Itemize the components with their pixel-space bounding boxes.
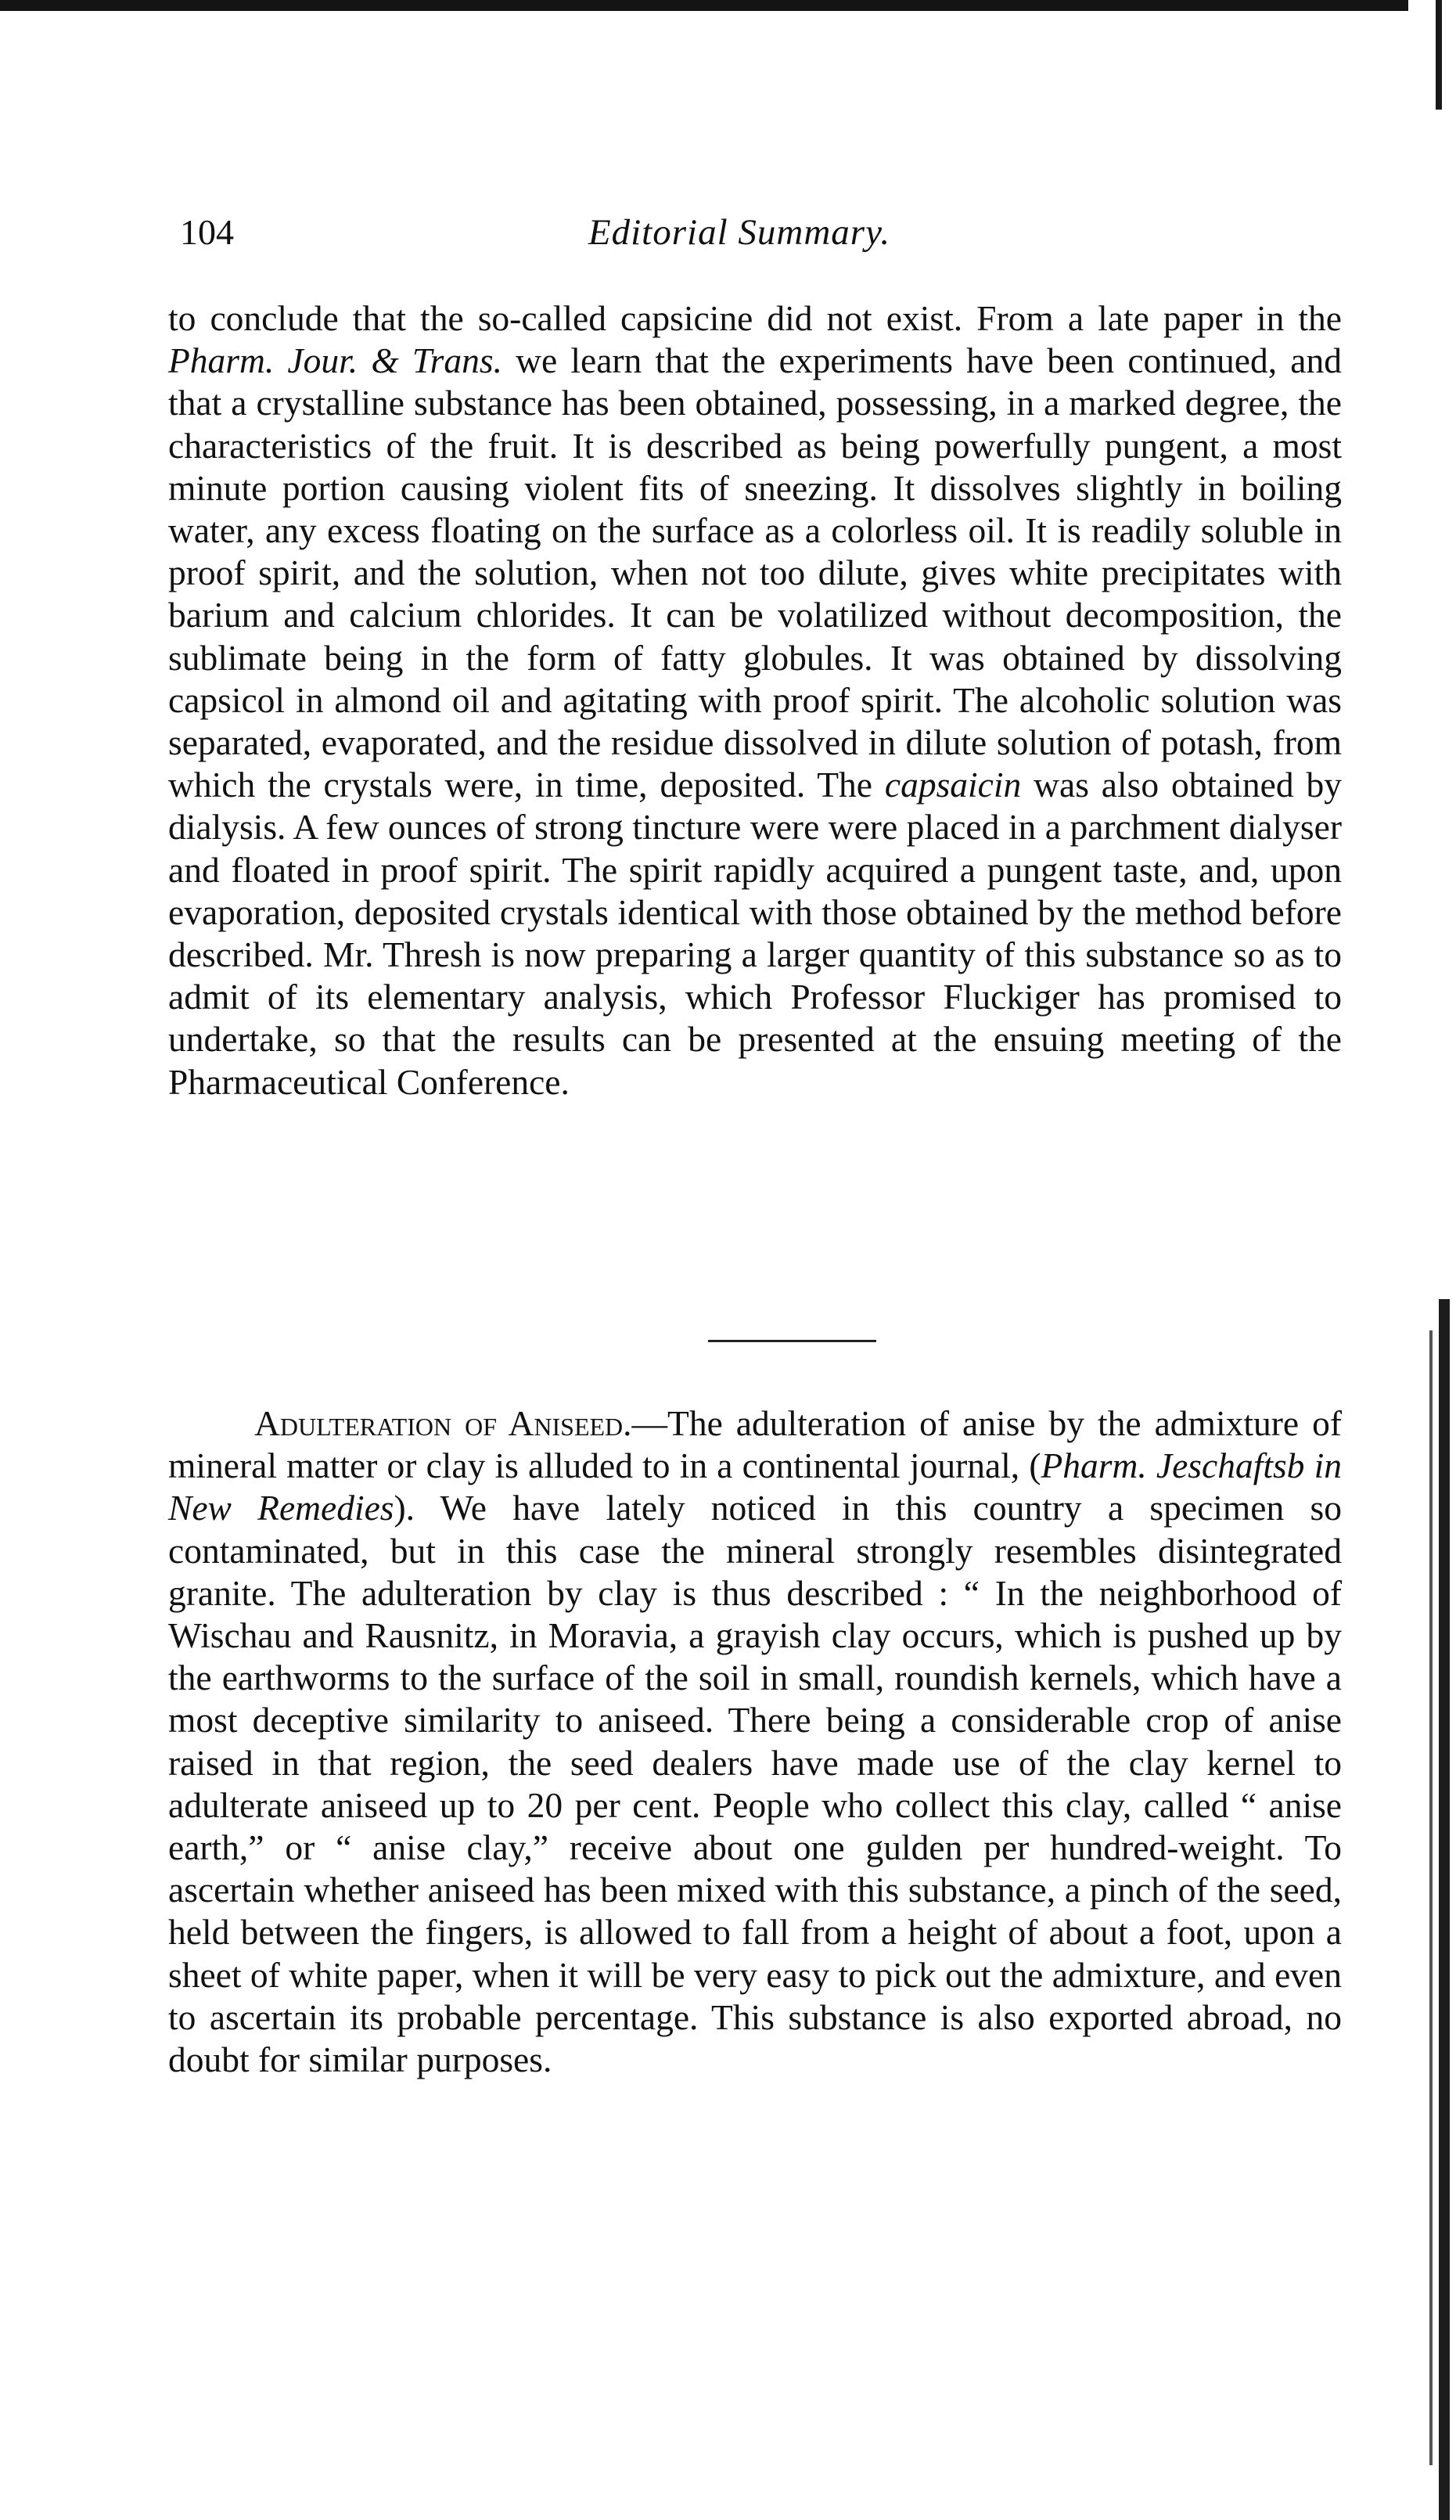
section-divider xyxy=(708,1340,876,1342)
paragraph-text: to conclude that the so-called capsicine did not exist. From a late paper in the xyxy=(168,298,1342,338)
scan-binding-shadow xyxy=(1429,1330,1433,2465)
section-heading: Adulteration of Aniseed. xyxy=(254,1403,632,1443)
substance-name: capsaicin xyxy=(884,765,1022,805)
scan-right-edge-mark xyxy=(1436,0,1442,110)
paragraph-text: was also obtained by dialysis. A few ounces of strong tincture were were placed in a parchment dialyser and floated in proof spirit. The spirit rapidly acquired a pungent taste, and, upon evaporation, deposited crystals identical with those obtained by the method before described. Mr. Thresh is now preparing a larger quantity of this substance so as to admit of its elementary analysis, which Professor Fluckiger has promised to undertake, so that the results can be presented at the ensuing meeting of the Pharmaceutical Conference. xyxy=(168,765,1342,1102)
scan-top-border xyxy=(0,0,1408,11)
paragraph-text: we learn that the experiments have been continued, and that a crystalline substance has been obtained, possessing, in a marked degree, the characteristics of the fruit. It is described as being powerfully pungent, a most minute portion causing violent fits of sneezing. It dissolves slightly in boiling water, any excess floating on the surface as a colorless oil. It is readily soluble in proof spirit, and the solution, when not too dilute, gives white precipitates with barium and calcium chlorides. It can be volatilized without decomposition, the sublimate being in the form of fatty globules. It was obtained by dissolving capsicol in almond oil and agitating with proof spirit. The alcoholic solution was separated, evaporated, and the residue dissolved in dilute solution of potash, from which the crystals were, in time, deposited. The xyxy=(168,340,1342,805)
running-title: Editorial Summary. xyxy=(588,212,891,253)
paragraph-text: ). We have lately noticed in this country a specimen so contaminated, but in this case the mineral strongly resembles disintegrated granite. The adulteration by clay is thus described : “ In the neighborhood of Wischau and Rausnitz, in Moravia, a grayish clay occurs, which is pushed up by the earthworms to the surface of the soil in small, roundish kernels, which have a most deceptive similarity to aniseed. There being a considerable crop of anise raised in that region, the seed dealers have made use of the clay kernel to adulterate aniseed up to 20 per cent. People who collect this clay, called “ anise earth,” or “ anise clay,” receive about one gulden per hundred-weight. To ascertain whether aniseed has been mixed with this substance, a pinch of the seed, held between the fingers, is allowed to fall from a height of about a foot, upon a sheet of white paper, when it will be very easy to pick out the admixture, and even to ascertain its probable percentage. This substance is also exported abroad, no doubt for similar purposes. xyxy=(168,1488,1342,2080)
paragraph-capsaicin xyxy=(168,297,1342,1103)
journal-title: Pharm. Jour. & Trans. xyxy=(168,340,502,381)
page-header xyxy=(180,211,1299,266)
journal-citation: Pharm. Jeschaftsb in New Remedies xyxy=(168,1445,1342,1528)
paragraph-aniseed xyxy=(168,1402,1342,2081)
paragraph-text: —The adulteration of anise by the admixture of mineral matter or clay is alluded to in a continental journal, ( xyxy=(168,1403,1342,1486)
scan-binding-edge xyxy=(1439,1299,1450,2520)
page-number: 104 xyxy=(180,212,234,252)
